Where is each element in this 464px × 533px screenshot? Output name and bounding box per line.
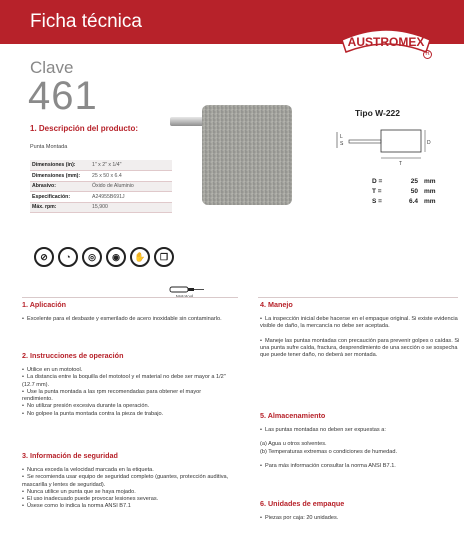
spec-row	[30, 192, 172, 203]
list-item: • La inspección inicial debe hacerse en el empaque original. Si existe evidencia visible de daño, la mercancía no debe ser aceptada.	[260, 316, 460, 331]
spec-row	[30, 181, 172, 192]
mask-icon: ◉	[106, 247, 126, 267]
spec-key: Especificación:	[32, 193, 71, 200]
tipo-label: Tipo W-222	[355, 108, 401, 118]
spec-key: Abrasivo:	[30, 181, 90, 192]
read-manual-icon: ❐	[154, 247, 174, 267]
list-item: • Use la punta montada a las rpm recomendadas para obtener el mayor rendimiento.	[22, 389, 232, 404]
list-item: • Para más información consultar la norma ANSI B7.1.	[260, 463, 460, 470]
divider	[258, 297, 458, 298]
dim-key: S =	[372, 198, 382, 205]
list-item: • Piezas por caja: 20 unidades.	[260, 515, 460, 522]
section-manejo	[260, 300, 460, 359]
brand-name: AUSTROMEX	[347, 35, 425, 49]
austromex-logo	[340, 22, 432, 62]
dim-unit: mm	[424, 198, 436, 205]
section-title: 3. Información de seguridad	[22, 451, 118, 460]
dimensions-list	[372, 177, 444, 207]
section-title: 4. Manejo	[260, 300, 293, 309]
section-title: 5. Almacenamiento	[260, 411, 326, 420]
dim-unit: mm	[424, 178, 436, 185]
description-text: Punta Montada	[30, 144, 68, 150]
divider	[22, 297, 238, 298]
page-title: Ficha técnica	[30, 11, 142, 32]
dim-key: D =	[372, 178, 383, 185]
clave-label: Clave	[30, 58, 74, 77]
dim-key: T =	[372, 188, 382, 195]
section-almacenamiento	[260, 411, 460, 470]
list-item: • Excelente para el desbaste y esmerilado de acero inoxidable sin contaminarlo.	[22, 316, 232, 323]
list-item: • No utilizar presión excesiva durante la operación.	[22, 403, 232, 410]
specs-table	[30, 160, 172, 213]
section-title: 6. Unidades de empaque	[260, 499, 345, 508]
spec-row	[30, 160, 172, 171]
list-item: • Nunca exceda la velocidad marcada en la etiqueta.	[22, 467, 232, 474]
s-letter: S	[340, 141, 344, 147]
dim-value: 6.4	[408, 198, 418, 205]
spec-key: Dimensiones (in):	[30, 160, 90, 171]
spec-value: A24955B691J	[92, 193, 125, 200]
list-item: • Utilice en un mototool.	[22, 367, 232, 374]
clave-number: 461	[28, 74, 98, 118]
list-item: • Úsese como lo indica la norma ANSI B7.1	[22, 503, 232, 510]
dimension-row	[372, 187, 444, 197]
svg-text:L: L	[340, 134, 343, 140]
list-item: • No golpee la punta montada contra la pieza de trabajo.	[22, 411, 232, 418]
section-aplicacion	[22, 300, 232, 323]
section-instrucciones	[22, 351, 232, 418]
spec-value: 25 x 50 x 6.4	[92, 172, 122, 179]
spec-key: Dimensiones (mm):	[32, 172, 81, 179]
list-item: • Se recomienda usar equipo de seguridad completo (guantes, protección auditiva, mascarilla y lentes de seguridad).	[22, 474, 232, 489]
ear-protection-icon: ◔	[58, 247, 78, 267]
dim-value: 25	[410, 178, 418, 185]
section-title: 2. Instrucciones de operación	[22, 351, 124, 360]
registered-mark: R	[423, 50, 432, 59]
spec-value: 1" x 2" x 1/4"	[90, 160, 172, 171]
storage-item-b: (b) Temperaturas extremas o condiciones de humedad.	[260, 448, 398, 455]
safety-icons	[34, 247, 174, 267]
dim-value: 50	[410, 188, 418, 195]
section-empaque	[260, 499, 460, 522]
spec-row	[30, 171, 172, 182]
dimension-row	[372, 197, 444, 207]
description-heading: 1. Descripción del producto:	[30, 124, 139, 133]
do-not-use-wet-icon: ⊘	[34, 247, 54, 267]
spec-value: 15,900	[90, 202, 172, 213]
section-seguridad	[22, 451, 232, 511]
dimension-diagram	[333, 118, 433, 170]
gloves-icon: ✋	[130, 247, 150, 267]
eye-protection-icon: ◎	[82, 247, 102, 267]
list-item: • La distancia entre la boquilla del mototool y el material no debe ser mayor a 1/2" (12.7 mm).	[22, 374, 232, 389]
storage-item-a: (a) Agua u otros solventes.	[260, 441, 327, 448]
spec-key: Máx. rpm:	[30, 202, 90, 213]
list-item: • Las puntas montadas no deben ser expuestas a:	[260, 427, 460, 434]
dimension-row	[372, 177, 444, 187]
spec-value: Óxido de Aluminio	[90, 181, 172, 192]
product-image	[170, 95, 300, 230]
list-item: • El uso inadecuado puede provocar lesiones severas.	[22, 496, 232, 503]
spec-row	[30, 202, 172, 213]
list-item: • Nunca utilice un punta que se haya mojado.	[22, 489, 232, 496]
d-letter: D	[427, 140, 431, 146]
t-letter: T	[399, 161, 403, 167]
list-item: • Maneje las puntas montadas con precaución para prevenir golpes o caídas. Si una punta sufre caída, fractura, desprendimiento de una sección o se sospecha que puede tener daño, no deberá ser montada.	[260, 338, 460, 360]
section-title: 1. Aplicación	[22, 300, 67, 309]
dim-unit: mm	[424, 188, 436, 195]
